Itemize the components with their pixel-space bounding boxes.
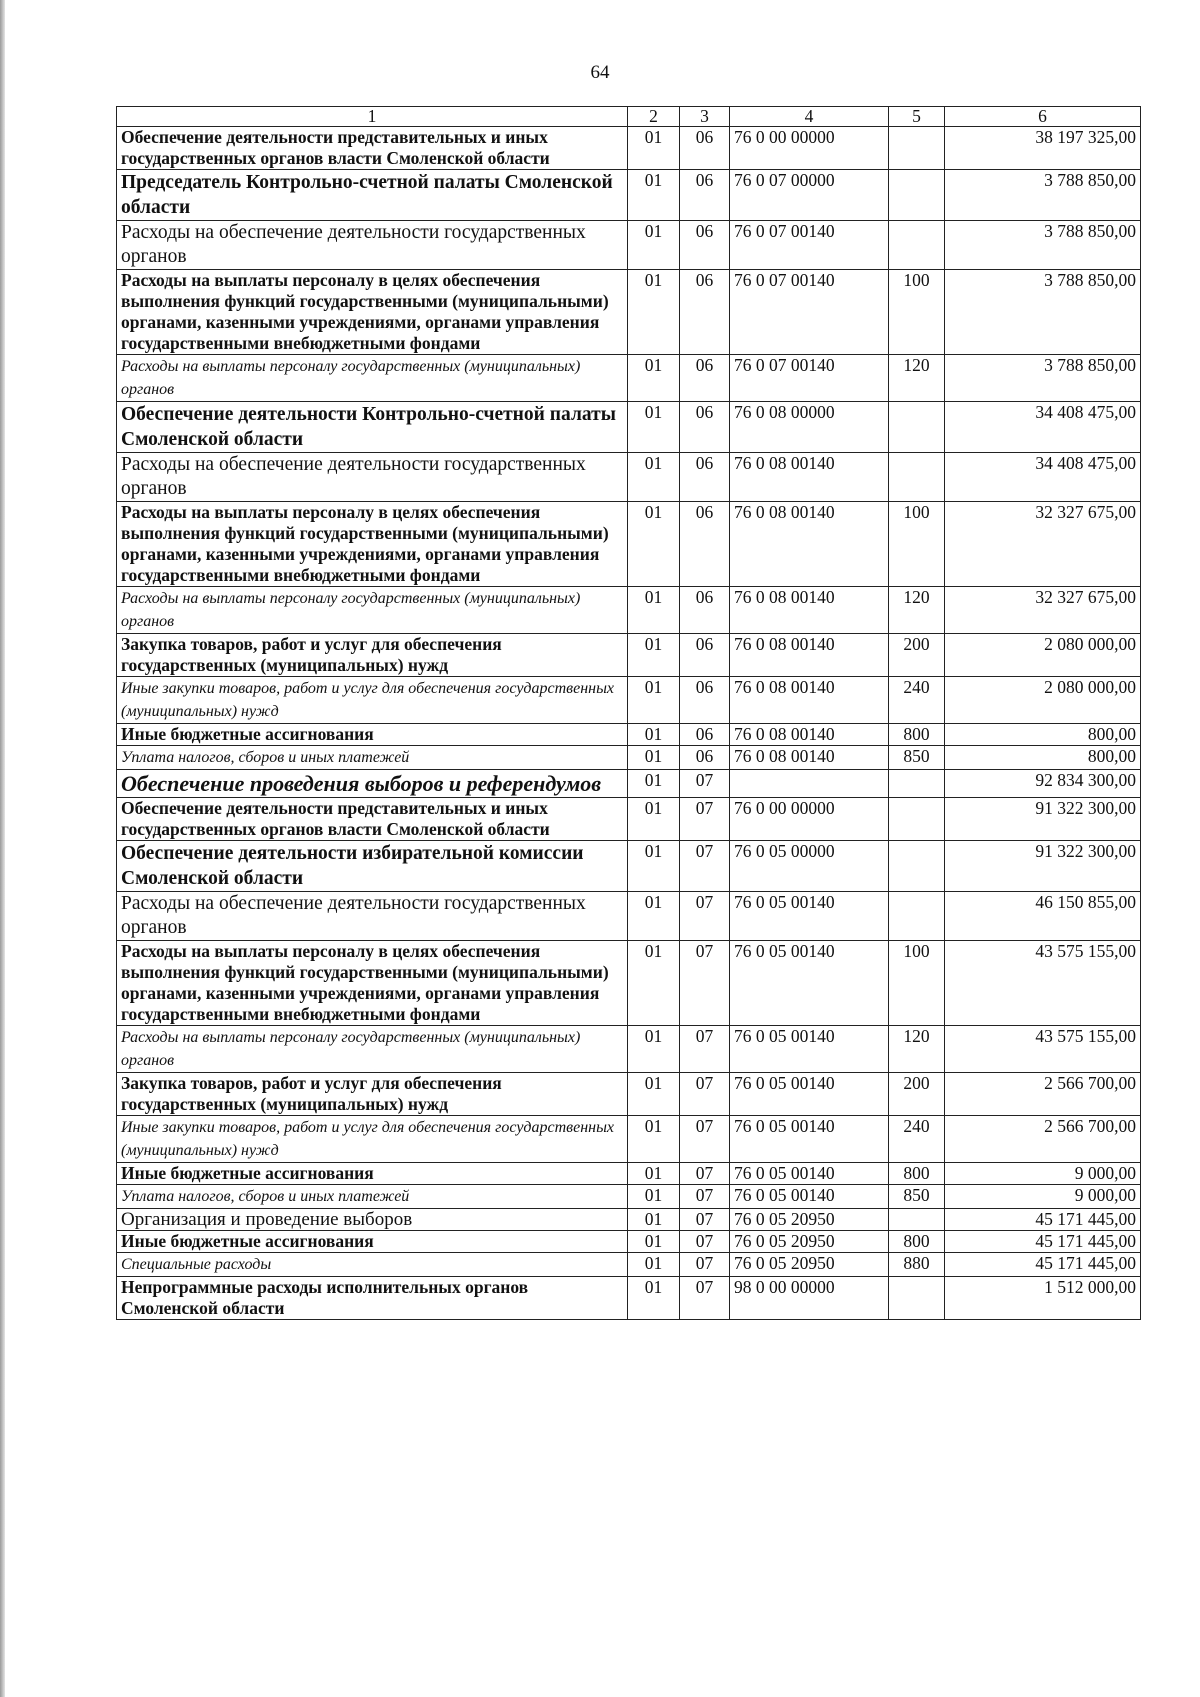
- row-subsection-code: 07: [680, 1116, 730, 1163]
- row-amount: 3 788 850,00: [945, 221, 1141, 270]
- row-subsection-code: 07: [680, 1163, 730, 1185]
- row-name: Обеспечение деятельности Контрольно-счетной палаты Смоленской области: [117, 402, 628, 453]
- row-name: Расходы на обеспечение деятельности государственных органов: [117, 453, 628, 502]
- row-subsection-code: 06: [680, 677, 730, 724]
- row-amount: 2 566 700,00: [945, 1116, 1141, 1163]
- table-row: [117, 677, 1141, 724]
- row-section-code: 01: [628, 1163, 680, 1185]
- row-target-article: 76 0 07 00140: [730, 221, 889, 270]
- row-subsection-code: 06: [680, 746, 730, 770]
- header-cell: 2: [628, 107, 680, 127]
- row-target-article: 76 0 05 00140: [730, 1026, 889, 1073]
- row-target-article: 76 0 05 00140: [730, 1116, 889, 1163]
- row-section-code: 01: [628, 170, 680, 221]
- row-subsection-code: 07: [680, 1253, 730, 1277]
- table-row: [117, 221, 1141, 270]
- row-subsection-code: 07: [680, 1073, 730, 1116]
- row-name: Иные бюджетные ассигнования: [117, 1163, 628, 1185]
- row-target-article: 76 0 08 00140: [730, 587, 889, 634]
- row-subsection-code: 06: [680, 587, 730, 634]
- table-row: [117, 1185, 1141, 1209]
- row-amount: 46 150 855,00: [945, 892, 1141, 941]
- row-target-article: 76 0 08 00000: [730, 402, 889, 453]
- row-expense-type: [889, 453, 945, 502]
- row-subsection-code: 07: [680, 1277, 730, 1320]
- budget-table: [116, 106, 1141, 1320]
- row-name: Закупка товаров, работ и услуг для обеспечения государственных (муниципальных) нужд: [117, 634, 628, 677]
- table-row: [117, 1116, 1141, 1163]
- row-subsection-code: 06: [680, 355, 730, 402]
- row-amount: 32 327 675,00: [945, 502, 1141, 587]
- row-section-code: 01: [628, 1209, 680, 1231]
- row-target-article: 98 0 00 00000: [730, 1277, 889, 1320]
- row-name: Уплата налогов, сборов и иных платежей: [117, 746, 628, 770]
- row-section-code: 01: [628, 270, 680, 355]
- table-row: [117, 841, 1141, 892]
- row-subsection-code: 07: [680, 841, 730, 892]
- row-name: Организация и проведение выборов: [117, 1209, 628, 1231]
- row-name: Обеспечение деятельности представительных и иных государственных органов власти Смоленской области: [117, 127, 628, 170]
- row-name: Иные бюджетные ассигнования: [117, 1231, 628, 1253]
- row-expense-type: [889, 1209, 945, 1231]
- row-target-article: 76 0 08 00140: [730, 746, 889, 770]
- row-subsection-code: 07: [680, 892, 730, 941]
- row-amount: 45 171 445,00: [945, 1209, 1141, 1231]
- row-expense-type: 800: [889, 1231, 945, 1253]
- row-section-code: 01: [628, 941, 680, 1026]
- row-amount: 1 512 000,00: [945, 1277, 1141, 1320]
- row-name: Расходы на выплаты персоналу государственных (муниципальных) органов: [117, 355, 628, 402]
- row-name: Расходы на выплаты персоналу в целях обеспечения выполнения функций государственными (муниципальными) органами, казенными учреждениями, органами управления государственными внебюджетными фондами: [117, 502, 628, 587]
- row-target-article: 76 0 08 00140: [730, 453, 889, 502]
- table-row: [117, 402, 1141, 453]
- row-target-article: 76 0 07 00000: [730, 170, 889, 221]
- row-section-code: 01: [628, 770, 680, 798]
- row-target-article: [730, 770, 889, 798]
- row-name: Специальные расходы: [117, 1253, 628, 1277]
- row-amount: 3 788 850,00: [945, 355, 1141, 402]
- header-cell: 1: [117, 107, 628, 127]
- row-name: Председатель Контрольно-счетной палаты Смоленской области: [117, 170, 628, 221]
- row-target-article: 76 0 00 00000: [730, 127, 889, 170]
- row-subsection-code: 07: [680, 1209, 730, 1231]
- row-name: Непрограммные расходы исполнительных органов Смоленской области: [117, 1277, 628, 1320]
- row-name: Обеспечение проведения выборов и референдумов: [117, 770, 628, 798]
- row-expense-type: 240: [889, 677, 945, 724]
- row-name: Иные закупки товаров, работ и услуг для обеспечения государственных (муниципальных) нужд: [117, 1116, 628, 1163]
- row-subsection-code: 07: [680, 770, 730, 798]
- row-expense-type: [889, 798, 945, 841]
- row-subsection-code: 06: [680, 402, 730, 453]
- row-expense-type: 880: [889, 1253, 945, 1277]
- row-amount: 800,00: [945, 746, 1141, 770]
- row-target-article: 76 0 05 20950: [730, 1253, 889, 1277]
- row-name: Расходы на обеспечение деятельности государственных органов: [117, 892, 628, 941]
- row-target-article: 76 0 05 00140: [730, 1163, 889, 1185]
- header-cell: 6: [945, 107, 1141, 127]
- table-row: [117, 634, 1141, 677]
- row-section-code: 01: [628, 127, 680, 170]
- row-target-article: 76 0 05 00000: [730, 841, 889, 892]
- table-row: [117, 170, 1141, 221]
- table-row: [117, 453, 1141, 502]
- row-name: Обеспечение деятельности представительных и иных государственных органов власти Смоленской области: [117, 798, 628, 841]
- row-section-code: 01: [628, 1277, 680, 1320]
- row-name: Обеспечение деятельности избирательной комиссии Смоленской области: [117, 841, 628, 892]
- row-section-code: 01: [628, 1073, 680, 1116]
- table-row: [117, 587, 1141, 634]
- row-expense-type: 850: [889, 1185, 945, 1209]
- row-section-code: 01: [628, 1253, 680, 1277]
- row-amount: 91 322 300,00: [945, 798, 1141, 841]
- row-subsection-code: 06: [680, 502, 730, 587]
- row-expense-type: [889, 402, 945, 453]
- row-expense-type: 200: [889, 1073, 945, 1116]
- table-row: [117, 746, 1141, 770]
- row-expense-type: 850: [889, 746, 945, 770]
- table-row: [117, 1163, 1141, 1185]
- row-amount: 32 327 675,00: [945, 587, 1141, 634]
- row-amount: 2 080 000,00: [945, 634, 1141, 677]
- row-name: Расходы на выплаты персоналу государственных (муниципальных) органов: [117, 587, 628, 634]
- row-expense-type: 200: [889, 634, 945, 677]
- row-target-article: 76 0 05 20950: [730, 1231, 889, 1253]
- row-section-code: 01: [628, 1116, 680, 1163]
- row-subsection-code: 06: [680, 221, 730, 270]
- row-section-code: 01: [628, 587, 680, 634]
- budget-table-body: [117, 107, 1141, 1320]
- header-cell: 5: [889, 107, 945, 127]
- row-target-article: 76 0 05 00140: [730, 892, 889, 941]
- row-subsection-code: 07: [680, 1231, 730, 1253]
- page-number: 64: [590, 62, 610, 83]
- row-target-article: 76 0 08 00140: [730, 634, 889, 677]
- row-subsection-code: 06: [680, 453, 730, 502]
- row-subsection-code: 06: [680, 170, 730, 221]
- row-expense-type: [889, 170, 945, 221]
- row-name: Закупка товаров, работ и услуг для обеспечения государственных (муниципальных) нужд: [117, 1073, 628, 1116]
- row-section-code: 01: [628, 402, 680, 453]
- row-section-code: 01: [628, 1185, 680, 1209]
- table-row: [117, 127, 1141, 170]
- row-subsection-code: 06: [680, 270, 730, 355]
- row-expense-type: 800: [889, 1163, 945, 1185]
- row-expense-type: [889, 892, 945, 941]
- row-expense-type: [889, 1277, 945, 1320]
- table-row: [117, 355, 1141, 402]
- row-amount: 34 408 475,00: [945, 402, 1141, 453]
- row-amount: 38 197 325,00: [945, 127, 1141, 170]
- header-cell: 4: [730, 107, 889, 127]
- row-amount: 9 000,00: [945, 1185, 1141, 1209]
- row-section-code: 01: [628, 798, 680, 841]
- row-name: Расходы на обеспечение деятельности государственных органов: [117, 221, 628, 270]
- row-subsection-code: 06: [680, 127, 730, 170]
- row-expense-type: 100: [889, 270, 945, 355]
- table-row: [117, 1209, 1141, 1231]
- table-row: [117, 724, 1141, 746]
- row-amount: 45 171 445,00: [945, 1231, 1141, 1253]
- row-expense-type: [889, 841, 945, 892]
- row-target-article: 76 0 05 00140: [730, 1073, 889, 1116]
- row-section-code: 01: [628, 1026, 680, 1073]
- row-amount: 800,00: [945, 724, 1141, 746]
- row-subsection-code: 07: [680, 941, 730, 1026]
- row-section-code: 01: [628, 1231, 680, 1253]
- row-section-code: 01: [628, 453, 680, 502]
- row-name: Расходы на выплаты персоналу государственных (муниципальных) органов: [117, 1026, 628, 1073]
- row-section-code: 01: [628, 724, 680, 746]
- row-amount: 34 408 475,00: [945, 453, 1141, 502]
- table-row: [117, 1253, 1141, 1277]
- table-row: [117, 1073, 1141, 1116]
- row-name: Расходы на выплаты персоналу в целях обеспечения выполнения функций государственными (муниципальными) органами, казенными учреждениями, органами управления государственными внебюджетными фондами: [117, 270, 628, 355]
- row-section-code: 01: [628, 634, 680, 677]
- row-amount: 3 788 850,00: [945, 270, 1141, 355]
- row-amount: 45 171 445,00: [945, 1253, 1141, 1277]
- table-row: [117, 798, 1141, 841]
- row-name: Расходы на выплаты персоналу в целях обеспечения выполнения функций государственными (муниципальными) органами, казенными учреждениями, органами управления государственными внебюджетными фондами: [117, 941, 628, 1026]
- row-name: Иные закупки товаров, работ и услуг для обеспечения государственных (муниципальных) нужд: [117, 677, 628, 724]
- row-target-article: 76 0 00 00000: [730, 798, 889, 841]
- row-target-article: 76 0 05 00140: [730, 941, 889, 1026]
- row-amount: 91 322 300,00: [945, 841, 1141, 892]
- row-amount: 3 788 850,00: [945, 170, 1141, 221]
- row-target-article: 76 0 05 00140: [730, 1185, 889, 1209]
- table-row: [117, 892, 1141, 941]
- table-row: [117, 502, 1141, 587]
- row-amount: 9 000,00: [945, 1163, 1141, 1185]
- row-section-code: 01: [628, 502, 680, 587]
- row-target-article: 76 0 08 00140: [730, 677, 889, 724]
- row-target-article: 76 0 08 00140: [730, 502, 889, 587]
- row-subsection-code: 07: [680, 1026, 730, 1073]
- row-target-article: 76 0 05 20950: [730, 1209, 889, 1231]
- row-amount: 92 834 300,00: [945, 770, 1141, 798]
- table-row: [117, 270, 1141, 355]
- table-row: [117, 941, 1141, 1026]
- row-expense-type: 240: [889, 1116, 945, 1163]
- row-target-article: 76 0 07 00140: [730, 355, 889, 402]
- row-amount: 2 080 000,00: [945, 677, 1141, 724]
- row-expense-type: 100: [889, 941, 945, 1026]
- row-section-code: 01: [628, 677, 680, 724]
- header-cell: 3: [680, 107, 730, 127]
- table-row: [117, 1277, 1141, 1320]
- scan-edge: [0, 0, 5, 1697]
- row-section-code: 01: [628, 841, 680, 892]
- table-row: [117, 1231, 1141, 1253]
- row-name: Уплата налогов, сборов и иных платежей: [117, 1185, 628, 1209]
- row-subsection-code: 07: [680, 798, 730, 841]
- table-row: [117, 1026, 1141, 1073]
- row-amount: 43 575 155,00: [945, 1026, 1141, 1073]
- row-name: Иные бюджетные ассигнования: [117, 724, 628, 746]
- row-expense-type: [889, 770, 945, 798]
- row-expense-type: 120: [889, 1026, 945, 1073]
- row-target-article: 76 0 08 00140: [730, 724, 889, 746]
- row-subsection-code: 06: [680, 724, 730, 746]
- row-expense-type: 100: [889, 502, 945, 587]
- table-row: [117, 770, 1141, 798]
- row-target-article: 76 0 07 00140: [730, 270, 889, 355]
- row-expense-type: [889, 221, 945, 270]
- row-expense-type: 120: [889, 355, 945, 402]
- row-section-code: 01: [628, 355, 680, 402]
- row-expense-type: 800: [889, 724, 945, 746]
- row-section-code: 01: [628, 746, 680, 770]
- row-amount: 43 575 155,00: [945, 941, 1141, 1026]
- row-expense-type: 120: [889, 587, 945, 634]
- header-row: [117, 107, 1141, 127]
- row-subsection-code: 07: [680, 1185, 730, 1209]
- row-section-code: 01: [628, 221, 680, 270]
- row-section-code: 01: [628, 892, 680, 941]
- row-amount: 2 566 700,00: [945, 1073, 1141, 1116]
- row-subsection-code: 06: [680, 634, 730, 677]
- row-expense-type: [889, 127, 945, 170]
